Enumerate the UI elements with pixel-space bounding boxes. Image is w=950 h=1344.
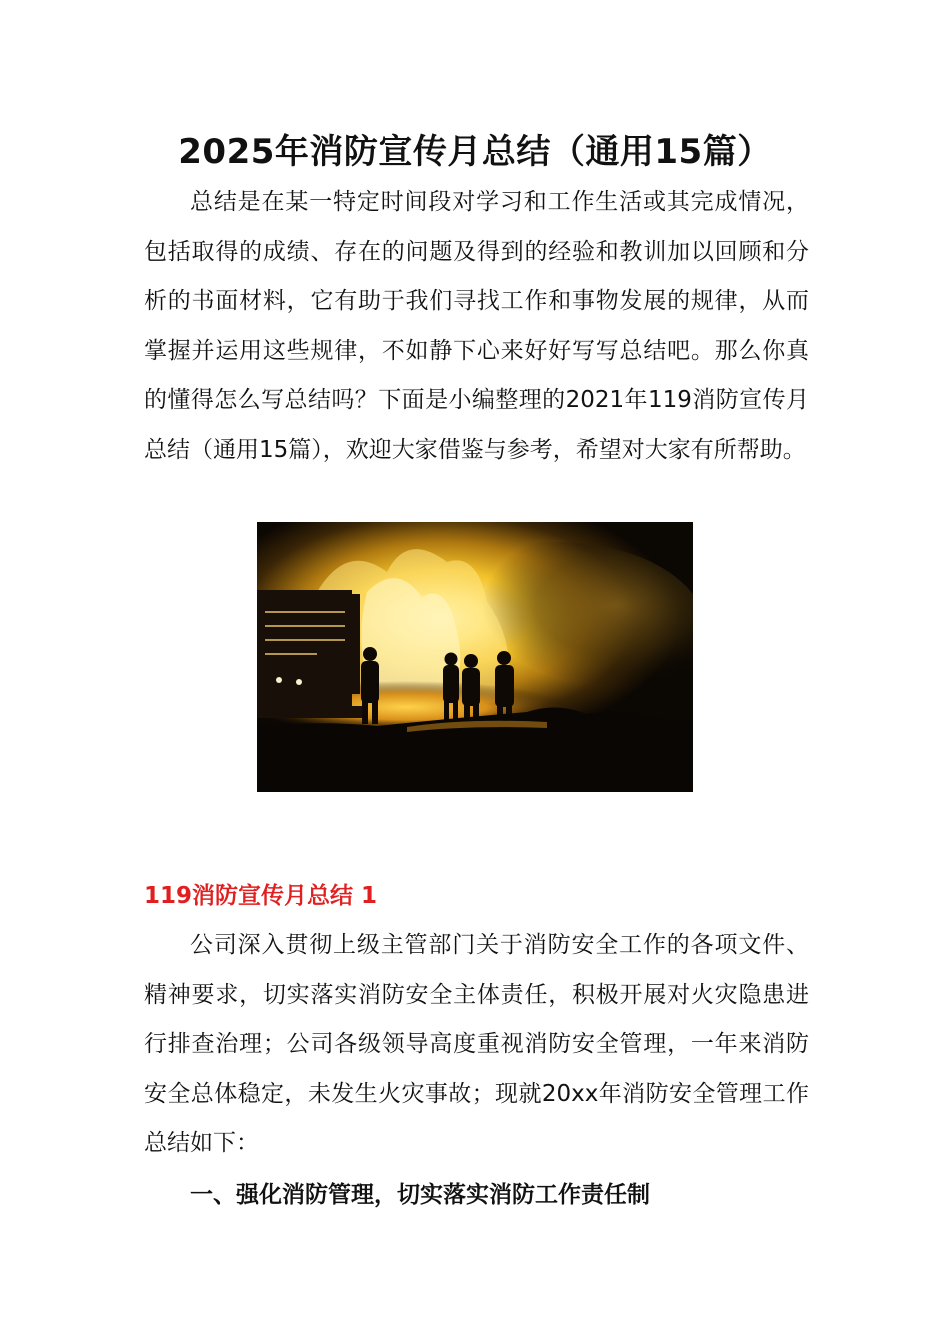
fire-scene-photo bbox=[257, 522, 693, 792]
section-paragraph: 公司深入贯彻上级主管部门关于消防安全工作的各项文件、精神要求，切实落实消防安全主体责任，积极开展对火灾隐患进行排查治理；公司各级领导高度重视消防安全管理，一年来消防安全总体稳定，未发生火灾事故；现就20xx年消防安全管理工作总结如下： bbox=[144, 932, 809, 1157]
intro-paragraph: 总结是在某一特定时间段对学习和工作生活或其完成情况，包括取得的成绩、存在的问题及得到的经验和教训加以回顾和分析的书面材料，它有助于我们寻找工作和事物发展的规律，从而掌握并运用这些规律，不如静下心来好好写写总结吧。那么你真的懂得怎么写总结吗？下面是小编整理的2021年119消防宣传月总结（通用15篇），欢迎大家借鉴与参考，希望对大家有所帮助。 bbox=[144, 189, 809, 463]
section-heading: 119消防宣传月总结 1 bbox=[144, 883, 378, 909]
sub-heading: 一、强化消防管理，切实落实消防工作责任制 bbox=[190, 1182, 650, 1208]
fire-scene-illustration bbox=[257, 522, 693, 792]
page-title: 2025年消防宣传月总结（通用15篇） bbox=[178, 132, 772, 172]
